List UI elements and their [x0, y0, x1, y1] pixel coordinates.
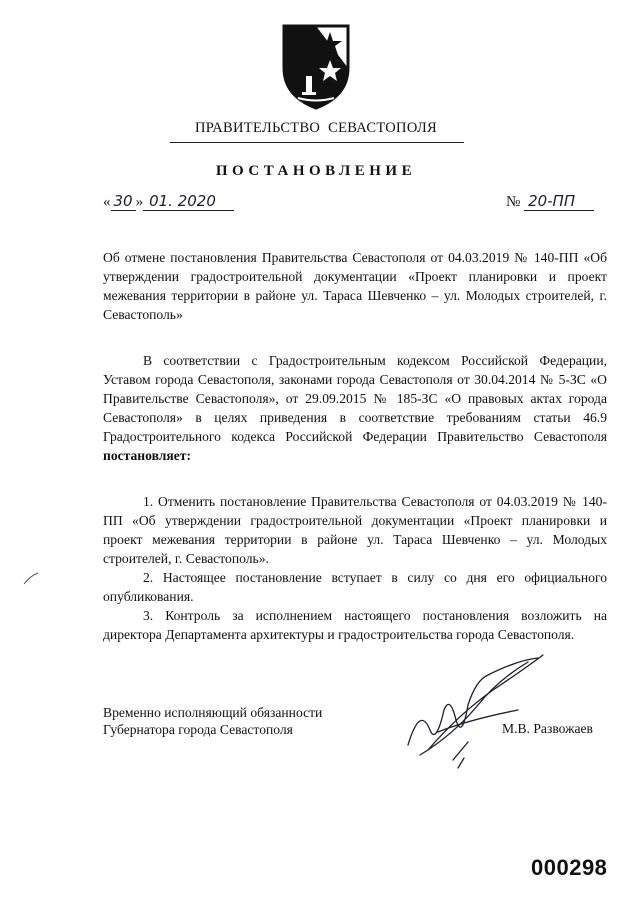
handwritten-signature-icon [398, 650, 548, 770]
coat-of-arms-icon [280, 24, 352, 110]
document-title: Об отмене постановления Правительства Севастополя от 04.03.2019 № 140-ПП «Об утверждении градостроительной документации «Проект планировки и проект межевания территории в районе ул. Тараса Шевченко – ул. Молодых строителей, г. Севастополь» [103, 250, 607, 322]
date-day: 30 [111, 192, 136, 211]
registration-number: 000298 [531, 855, 608, 880]
number-prefix: № [506, 194, 521, 210]
signatory-name: М.В. Развожаев [502, 721, 593, 736]
date-open-quote: « [103, 194, 111, 210]
date-close-quote: » [135, 194, 144, 210]
document-number [506, 192, 594, 211]
preamble [103, 351, 607, 465]
stray-pen-mark-icon [22, 570, 40, 586]
signatory-position-line: Временно исполняющий обязанности [103, 705, 323, 720]
date-month-year: 01. 2020 [143, 192, 234, 211]
government-name: ПРАВИТЕЛЬСТВО СЕВАСТОПОЛЯ [195, 120, 437, 136]
resolution-item: 3. Контроль за исполнением настоящего постановления возложить на директора Департамента архитектуры и градостроительства города Севастополя. [103, 608, 607, 642]
resolution-item: 2. Настоящее постановление вступает в силу со дня его официального опубликования. [103, 570, 607, 604]
document-date [103, 192, 234, 211]
signatory-position [103, 704, 322, 738]
header-divider [170, 142, 464, 143]
decree-word: постановляет: [103, 448, 191, 463]
document-type: ПОСТАНОВЛЕНИЕ [215, 163, 417, 179]
signatory-position-line: Губернатора города Севастополя [103, 722, 293, 737]
resolution-item: 1. Отменить постановление Правительства Севастополя от 04.03.2019 № 140-ПП «Об утверждении градостроительной документации «Проект планировки и проект межевания территории в районе ул. Тараса Шевченко – ул. Молодых строителей, г. Севастополь». [103, 494, 607, 566]
resolution-items [103, 492, 607, 644]
preamble-text: В соответствии с Градостроительным кодексом Российской Федерации, Уставом города Севастополя, законами города Севастополя от 30.04.2014 № 5-ЗС «О Правительстве Севастополя», от 29.09.2015 № 185-ЗС «О правовых актах города Севастополя» в целях приведения в соответствие требованиям статьи 46.9 Градостроительного кодекса Российской Федерации Правительство Севастополя [103, 353, 607, 444]
preamble-paragraph [103, 351, 607, 465]
number-value: 20-ПП [524, 192, 594, 211]
